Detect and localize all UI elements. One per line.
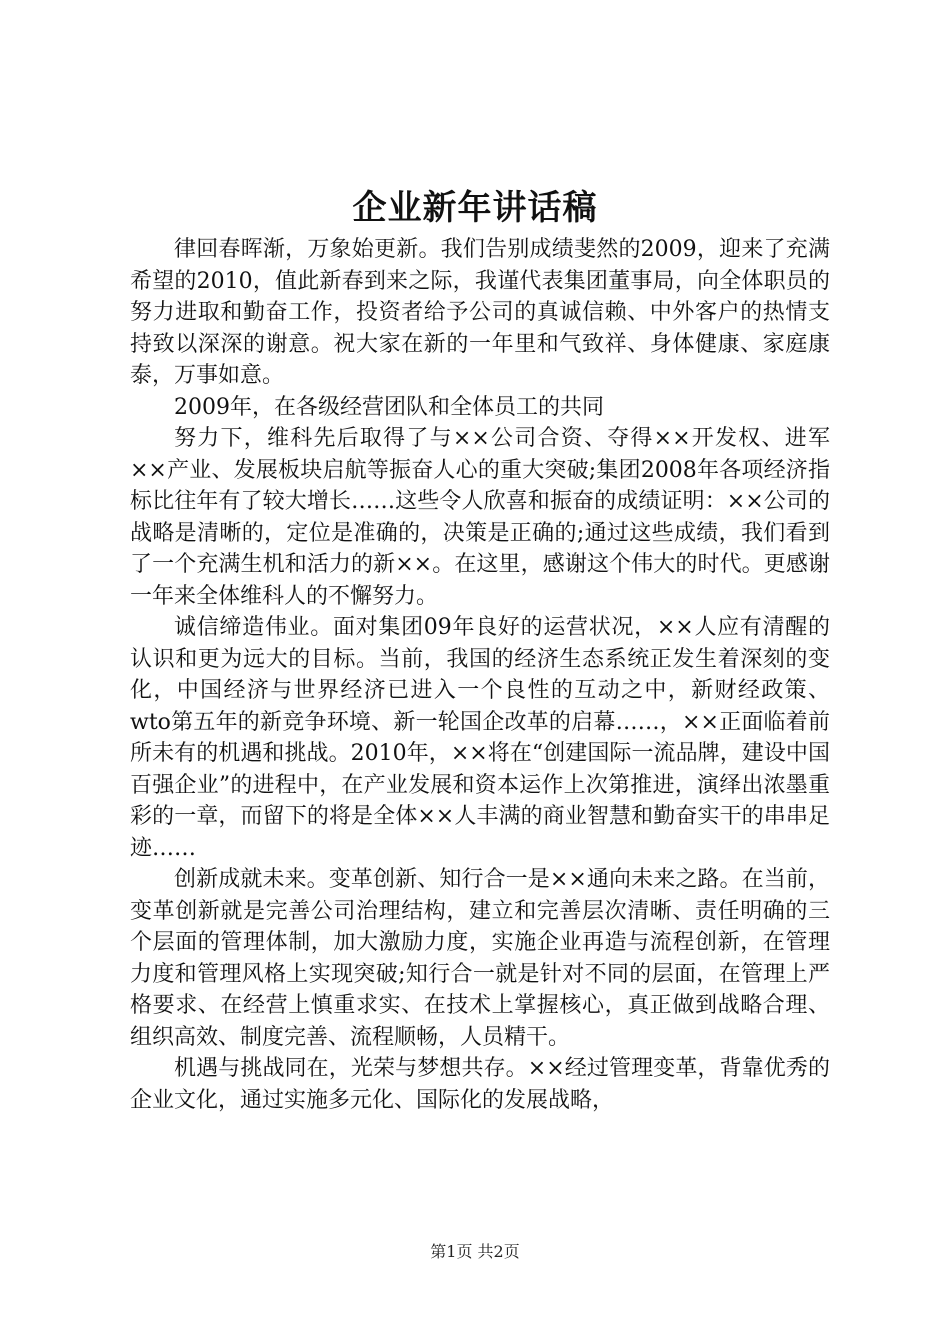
paragraph: 机遇与挑战同在，光荣与梦想共存。××经过管理变革，背靠优秀的企业文化，通过实施多元化、国际化的发展战略，: [130, 1056, 830, 1113]
paragraph: 创新成就未来。变革创新、知行合一是××通向未来之路。在当前，变革创新就是完善公司治理结构，建立和完善层次清晰、责任明确的三个层面的管理体制，加大激励力度，实施企业再造与流程创新，在管理力度和管理风格上实现突破;知行合一就是针对不同的层面，在管理上严格要求、在经营上慎重求实、在技术上掌握核心，真正做到战略合理、组织高效、制度完善、流程顺畅，人员精干。: [130, 867, 830, 1050]
document-title: 企业新年讲话稿: [352, 188, 598, 228]
paragraph: 诚信缔造伟业。面对集团09年良好的运营状况，××人应有清醒的认识和更为远大的目标。当前，我国的经济生态系统正发生着深刻的变化，中国经济与世界经济已进入一个良性的互动之中，新财经政策、wto第五年的新竞争环境、新一轮国企改革的启幕……，××正面临着前所未有的机遇和挑战。2010年，××将在“创建国际一流品牌，建设中国百强企业”的进程中，在产业发展和资本运作上次第推进，演绎出浓墨重彩的一章，而留下的将是全体××人丰满的商业智慧和勤奋实干的串串足迹……: [130, 615, 830, 861]
paragraph: 2009年，在各级经营团队和全体员工的共同: [174, 394, 604, 420]
paragraph: 努力下，维科先后取得了与××公司合资、夺得××开发权、进军××产业、发展板块启航等振奋人心的重大突破;集团2008年各项经济指标比往年有了较大增长……这些令人欣喜和振奋的成绩证明：××公司的战略是清晰的，定位是准确的，决策是正确的;通过这些成绩，我们看到了一个充满生机和活力的新××。在这里，感谢这个伟大的时代。更感谢一年来全体维科人的不懈努力。: [130, 426, 830, 609]
page-number-footer: 第1页 共2页: [430, 1242, 520, 1261]
paragraph: 律回春晖渐，万象始更新。我们告别成绩斐然的2009，迎来了充满希望的2010，值此新春到来之际，我谨代表集团董事局，向全体职员的努力进取和勤奋工作，投资者给予公司的真诚信赖、中外客户的热情支持致以深深的谢意。祝大家在新的一年里和气致祥、身体健康、家庭康泰，万事如意。: [130, 237, 830, 388]
document-body: [130, 234, 830, 1116]
